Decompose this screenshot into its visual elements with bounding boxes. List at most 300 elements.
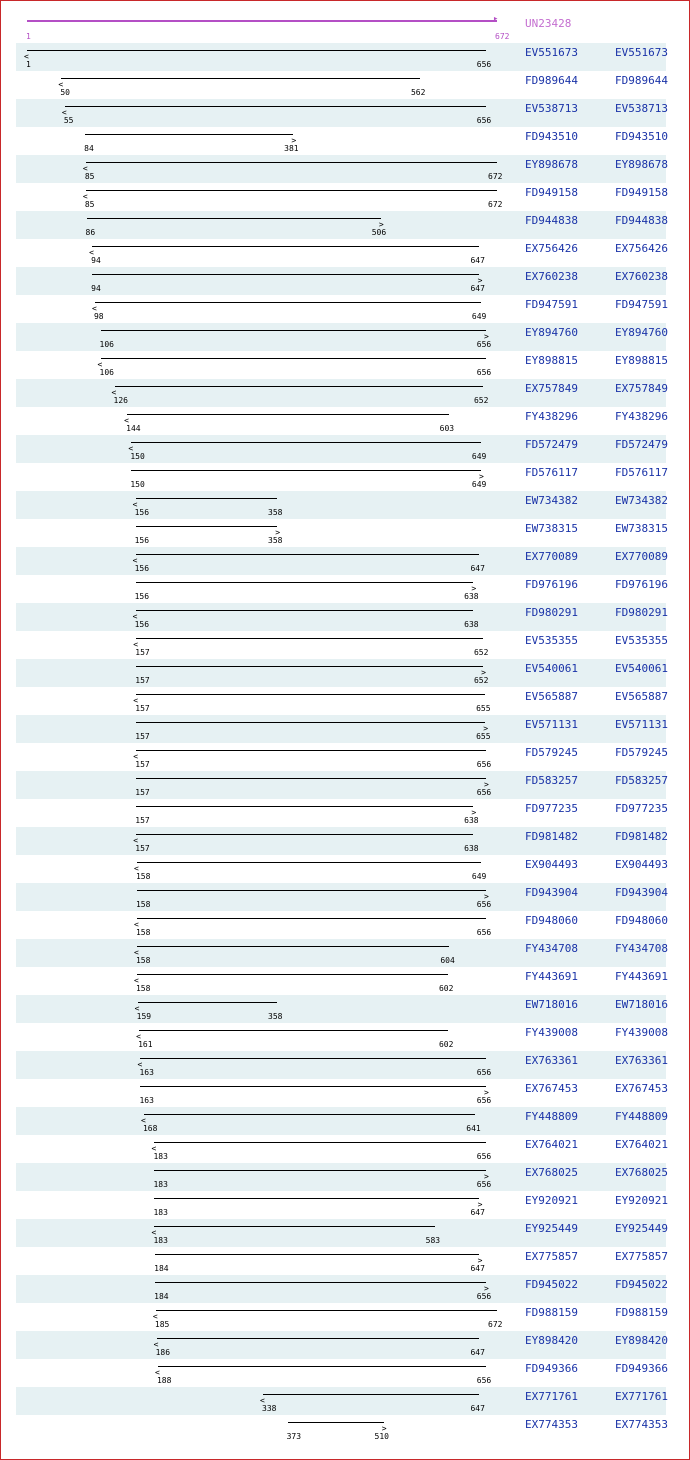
hit-accession-link[interactable]: FD943904 [615, 886, 668, 899]
hit-start-label: 157 [135, 704, 150, 713]
hit-bar [136, 582, 477, 593]
hit-row [16, 183, 666, 211]
hit-id-link[interactable]: EY898420 [525, 1334, 578, 1347]
hit-accession-link[interactable]: EX768025 [615, 1166, 668, 1179]
hit-bar [132, 554, 480, 565]
hit-bar [89, 246, 479, 257]
hit-row [16, 631, 666, 659]
hit-id-link[interactable]: EY894760 [525, 326, 578, 339]
hit-bar [133, 918, 486, 929]
hit-id-link[interactable]: EX904493 [525, 858, 578, 871]
hit-accession-link[interactable]: FD976196 [615, 578, 668, 591]
hit-id-link[interactable]: EX771761 [525, 1390, 578, 1403]
hit-id-link[interactable]: EX764021 [525, 1138, 578, 1151]
hit-accession-link[interactable]: FD977235 [615, 802, 668, 815]
hit-start-label: 157 [135, 648, 150, 657]
hit-row [16, 799, 666, 827]
hit-accession-link[interactable]: FD945022 [615, 1278, 668, 1291]
hit-row [16, 407, 666, 435]
arrow-left-icon: < [82, 192, 88, 201]
hit-bar [134, 1002, 277, 1013]
hit-accession-link[interactable]: FD947591 [615, 298, 668, 311]
hit-bar [155, 1254, 483, 1265]
arrow-left-icon: < [132, 556, 138, 565]
hit-row [16, 71, 666, 99]
hit-bar [133, 750, 486, 761]
hit-bar [133, 694, 485, 705]
hit-id-link[interactable]: FD948060 [525, 914, 578, 927]
arrow-right-icon: > [477, 1200, 483, 1209]
arrow-left-icon: < [136, 1032, 141, 1041]
hit-bar [155, 1282, 489, 1293]
hit-start-label: 186 [155, 1348, 171, 1357]
arrow-left-icon: < [151, 1144, 157, 1153]
arrow-right-icon: > [483, 724, 489, 733]
hit-row [16, 1331, 666, 1359]
query-track [1, 1, 689, 43]
arrow-right-icon: > [483, 892, 489, 901]
hit-start-label: 338 [262, 1404, 277, 1413]
hit-accession-link[interactable]: FD943510 [615, 130, 668, 143]
arrow-left-icon: < [151, 1228, 157, 1237]
hit-row [16, 519, 666, 547]
arrow-left-icon: < [260, 1396, 265, 1405]
hit-row [16, 379, 666, 407]
hit-accession-link[interactable]: EW734382 [615, 494, 668, 507]
hit-end-label: 649 [471, 452, 487, 461]
arrow-right-icon: > [483, 780, 489, 789]
hit-end-label: 603 [439, 424, 455, 433]
hit-row [16, 1079, 666, 1107]
hit-end-label: 647 [470, 1264, 485, 1273]
hit-accession-link[interactable]: EV565887 [615, 690, 668, 703]
hit-start-label: 161 [138, 1040, 153, 1049]
arrow-left-icon: < [89, 248, 94, 257]
hit-id-link[interactable]: FD988159 [525, 1306, 578, 1319]
hit-accession-link[interactable]: EV540061 [615, 662, 668, 675]
hit-id-link[interactable]: EW734382 [525, 494, 578, 507]
hit-accession-link[interactable]: FY439008 [615, 1026, 668, 1039]
hit-end-label: 649 [471, 872, 487, 881]
hit-end-label: 652 [473, 676, 489, 685]
hit-start-label: 86 [85, 228, 96, 237]
hit-row [16, 1247, 666, 1275]
hit-end-label: 562 [410, 88, 426, 97]
hit-start-label: 156 [134, 592, 150, 601]
hit-end-label: 649 [471, 312, 487, 321]
hit-end-label: 652 [473, 396, 489, 405]
arrow-right-icon: > [291, 136, 297, 145]
hit-start-label: 55 [63, 116, 74, 125]
hit-end-label: 656 [476, 1152, 492, 1161]
hit-accession-link[interactable]: EX756426 [615, 242, 668, 255]
hit-accession-link[interactable]: EX764021 [615, 1138, 668, 1151]
hit-id-link[interactable]: FY448809 [525, 1110, 578, 1123]
arrow-right-icon: > [477, 1256, 483, 1265]
hit-start-label: 183 [153, 1180, 168, 1189]
arrow-left-icon: < [133, 976, 139, 985]
hit-bar [132, 610, 474, 621]
hit-id-link[interactable]: FD981482 [525, 830, 578, 843]
hit-end-label: 656 [476, 60, 492, 69]
hit-accession-link[interactable]: EY898420 [615, 1334, 668, 1347]
hit-id-link[interactable]: EY898815 [525, 354, 578, 367]
arrow-right-icon: > [275, 528, 281, 537]
hit-id-link[interactable]: EX760238 [525, 270, 578, 283]
hit-end-label: 672 [488, 172, 503, 181]
hit-accession-link[interactable]: EV538713 [615, 102, 668, 115]
hit-end-label: 638 [464, 844, 479, 853]
query-bar [27, 20, 497, 22]
arrow-left-icon: < [153, 1340, 159, 1349]
hit-id-link[interactable]: EV565887 [525, 690, 578, 703]
hit-end-label: 604 [440, 956, 455, 965]
hit-row [16, 491, 666, 519]
hit-accession-link[interactable]: EV551673 [615, 46, 668, 59]
hit-bar [101, 330, 489, 341]
hit-accession-link[interactable]: EX771761 [615, 1390, 668, 1403]
hit-bar [136, 806, 477, 817]
hit-bar [82, 162, 497, 173]
hit-end-label: 652 [473, 648, 489, 657]
hit-accession-link[interactable]: EX775857 [615, 1250, 668, 1263]
hit-start-label: 184 [154, 1292, 169, 1301]
hit-accession-link[interactable]: FY434708 [615, 942, 668, 955]
hit-accession-link[interactable]: EV535355 [615, 634, 668, 647]
hit-bar [140, 1086, 489, 1097]
arrow-left-icon: < [128, 444, 134, 453]
hit-bar [85, 134, 297, 145]
hit-end-label: 656 [476, 116, 492, 125]
arrow-right-icon: > [483, 1172, 489, 1181]
hit-row [16, 1163, 666, 1191]
hit-row [16, 743, 666, 771]
hit-bar [132, 498, 277, 509]
arrow-left-icon: < [140, 1116, 146, 1125]
hit-accession-link[interactable]: EY894760 [615, 326, 668, 339]
hit-id-link[interactable]: FD977235 [525, 802, 578, 815]
hit-end-label: 655 [476, 732, 491, 741]
hit-end-label: 638 [464, 592, 479, 601]
hit-bar [133, 834, 473, 845]
hit-end-label: 510 [374, 1432, 389, 1441]
hit-accession-link[interactable]: EY925449 [615, 1222, 668, 1235]
hit-accession-link[interactable]: EX767453 [615, 1082, 668, 1095]
hit-end-label: 656 [476, 928, 492, 937]
hit-row [16, 1275, 666, 1303]
hit-id-link[interactable]: FY438296 [525, 410, 578, 423]
hit-end-label: 358 [268, 1012, 283, 1021]
hit-start-label: 158 [135, 956, 151, 965]
hit-start-label: 158 [135, 900, 151, 909]
hit-row [16, 267, 666, 295]
hit-accession-link[interactable]: EX770089 [615, 550, 668, 563]
arrow-left-icon: < [133, 920, 139, 929]
hit-start-label: 157 [135, 760, 150, 769]
hit-accession-link[interactable]: FD980291 [615, 606, 668, 619]
hit-accession-link[interactable]: FD949366 [615, 1362, 668, 1375]
hit-id-link[interactable]: EV535355 [525, 634, 578, 647]
hit-bar [151, 1142, 485, 1153]
hit-accession-link[interactable]: EX757849 [615, 382, 668, 395]
hit-accession-link[interactable]: EY898815 [615, 354, 668, 367]
hit-id-link[interactable]: EY898678 [525, 158, 578, 171]
arrow-left-icon: < [133, 752, 139, 761]
hit-accession-link[interactable]: FY438296 [615, 410, 668, 423]
hit-id-link[interactable]: EX767453 [525, 1082, 578, 1095]
hit-end-label: 647 [470, 564, 485, 573]
hit-id-link[interactable]: FD949366 [525, 1362, 578, 1375]
arrow-left-icon: < [133, 640, 139, 649]
hit-end-label: 656 [476, 1068, 492, 1077]
query-end-label: 672 [495, 32, 510, 41]
hit-end-label: 641 [466, 1124, 481, 1133]
hit-row [16, 827, 666, 855]
hit-start-label: 126 [113, 396, 128, 405]
hit-id-link[interactable]: EY920921 [525, 1194, 578, 1207]
hit-id-link[interactable]: FY443691 [525, 970, 578, 983]
arrow-right-icon: > [477, 276, 483, 285]
hit-id-link[interactable]: FD576117 [525, 466, 578, 479]
hit-bar [91, 302, 481, 313]
hit-id-link[interactable]: EV540061 [525, 662, 578, 675]
hit-row [16, 155, 666, 183]
hit-row [16, 1359, 666, 1387]
hit-row [16, 911, 666, 939]
hit-end-label: 638 [464, 816, 479, 825]
hit-id-link[interactable]: FD943904 [525, 886, 578, 899]
hit-start-label: 157 [135, 844, 150, 853]
hit-bar [92, 274, 483, 285]
hit-end-label: 655 [476, 704, 491, 713]
hit-end-label: 656 [476, 1180, 492, 1189]
arrow-left-icon: < [133, 696, 139, 705]
hit-accession-link[interactable]: FD988159 [615, 1306, 668, 1319]
hit-id-link[interactable]: FD947591 [525, 298, 578, 311]
hit-accession-link[interactable]: FD948060 [615, 914, 668, 927]
hit-row [16, 43, 666, 71]
hit-accession-link[interactable]: FD572479 [615, 438, 668, 451]
hit-start-label: 1 [26, 60, 31, 69]
hit-row [16, 687, 666, 715]
hit-bar [151, 1226, 434, 1237]
hit-start-label: 85 [84, 200, 95, 209]
hit-id-link[interactable]: EW718016 [525, 998, 578, 1011]
hit-id-link[interactable]: FY439008 [525, 1026, 578, 1039]
hit-id-link[interactable]: EV571131 [525, 718, 578, 731]
hit-id-link[interactable]: EX768025 [525, 1166, 578, 1179]
hit-end-label: 672 [488, 1320, 503, 1329]
hit-bar [133, 946, 449, 957]
hit-end-label: 656 [476, 1376, 492, 1385]
hit-start-label: 163 [139, 1068, 154, 1077]
hit-id-link[interactable]: EX757849 [525, 382, 578, 395]
hit-accession-link[interactable]: FY443691 [615, 970, 668, 983]
hit-bar [82, 190, 497, 201]
hit-id-link[interactable]: FD949158 [525, 186, 578, 199]
hit-end-label: 647 [470, 1348, 485, 1357]
hit-end-label: 602 [438, 984, 454, 993]
hit-bar [133, 974, 448, 985]
hit-accession-link[interactable]: EW718016 [615, 998, 668, 1011]
hit-row [16, 1219, 666, 1247]
hit-start-label: 156 [134, 536, 150, 545]
arrow-left-icon: < [152, 1312, 158, 1321]
hit-id-link[interactable]: FY434708 [525, 942, 578, 955]
hit-row [16, 99, 666, 127]
hit-row [16, 463, 666, 491]
hit-id-link[interactable]: EW738315 [525, 522, 578, 535]
hit-id-link[interactable]: FD943510 [525, 130, 578, 143]
hit-start-label: 163 [139, 1096, 154, 1105]
hit-id-link[interactable]: EX770089 [525, 550, 578, 563]
hit-id-link[interactable]: EV551673 [525, 46, 578, 59]
hit-row [16, 995, 666, 1023]
hit-id-link[interactable]: FD976196 [525, 578, 578, 591]
hit-start-label: 373 [286, 1432, 302, 1441]
hit-start-label: 188 [156, 1376, 172, 1385]
hit-row [16, 351, 666, 379]
hit-row [16, 127, 666, 155]
hit-id-link[interactable]: EY925449 [525, 1222, 578, 1235]
hit-id-link[interactable]: EX774353 [525, 1418, 578, 1431]
arrow-left-icon: < [133, 948, 139, 957]
hit-accession-link[interactable]: EV571131 [615, 718, 668, 731]
hit-bar [140, 1114, 475, 1125]
arrow-right-icon: > [481, 668, 486, 677]
hit-bar [24, 50, 486, 61]
hit-bar [154, 1198, 483, 1209]
hit-end-label: 647 [470, 1208, 485, 1217]
hit-end-label: 656 [476, 368, 492, 377]
arrow-left-icon: < [133, 864, 139, 873]
hit-end-label: 672 [488, 200, 503, 209]
query-start-label: 1 [26, 32, 31, 41]
hit-accession-link[interactable]: EX904493 [615, 858, 668, 871]
hit-accession-link[interactable]: FD989644 [615, 74, 668, 87]
hit-end-label: 656 [476, 1292, 492, 1301]
hit-start-label: 184 [154, 1264, 169, 1273]
hit-end-label: 649 [471, 480, 487, 489]
hit-id-link[interactable]: FD572479 [525, 438, 578, 451]
arrow-left-icon: < [134, 1004, 140, 1013]
hit-end-label: 358 [268, 508, 283, 517]
arrow-right-icon: > [483, 1284, 489, 1293]
hit-id-link[interactable]: EV538713 [525, 102, 578, 115]
hit-start-label: 85 [84, 172, 95, 181]
hit-bar [128, 442, 481, 453]
hit-accession-link[interactable]: FD576117 [615, 466, 668, 479]
hit-bar [136, 526, 281, 537]
hit-accession-link[interactable]: FD981482 [615, 830, 668, 843]
hit-id-link[interactable]: EX775857 [525, 1250, 578, 1263]
arrow-right-icon: > [381, 1424, 387, 1433]
hit-accession-link[interactable]: FD583257 [615, 774, 668, 787]
hit-bar [133, 862, 481, 873]
arrow-right-icon: > [483, 1088, 489, 1097]
hit-bar [136, 778, 489, 789]
hit-id-link[interactable]: EX763361 [525, 1054, 578, 1067]
hit-id-link[interactable]: EX756426 [525, 242, 578, 255]
hit-row [16, 1051, 666, 1079]
arrow-left-icon: < [133, 836, 139, 845]
hit-end-label: 647 [470, 1404, 485, 1413]
hit-start-label: 158 [135, 872, 151, 881]
hit-start-label: 168 [142, 1124, 158, 1133]
hit-bar [153, 1338, 480, 1349]
hit-id-link[interactable]: FD583257 [525, 774, 578, 787]
hit-bar [97, 358, 486, 369]
hit-row [16, 435, 666, 463]
hit-start-label: 156 [134, 508, 150, 517]
hit-accession-link[interactable]: EX774353 [615, 1418, 668, 1431]
hit-accession-link[interactable]: EY898678 [615, 158, 668, 171]
hit-start-label: 183 [153, 1152, 168, 1161]
hit-rows [16, 43, 666, 1443]
hit-accession-link[interactable]: EX763361 [615, 1054, 668, 1067]
hit-start-label: 156 [134, 564, 150, 573]
arrow-right-icon: > [471, 808, 477, 817]
hit-row [16, 715, 666, 743]
arrow-left-icon: < [58, 80, 64, 89]
arrow-right-icon: > [479, 472, 484, 481]
hit-id-link[interactable]: FD944838 [525, 214, 578, 227]
hit-accession-link[interactable]: FD944838 [615, 214, 668, 227]
hit-end-label: 647 [470, 256, 485, 265]
hit-accession-link[interactable]: FY448809 [615, 1110, 668, 1123]
hit-bar [154, 1170, 489, 1181]
hit-end-label: 647 [470, 284, 485, 293]
hit-row [16, 771, 666, 799]
hit-bar [154, 1366, 486, 1377]
arrow-left-icon: < [61, 108, 67, 117]
hit-bar [131, 470, 484, 481]
arrow-left-icon: < [97, 360, 103, 369]
hit-accession-link[interactable]: EY920921 [615, 1194, 668, 1207]
arrow-left-icon: < [132, 612, 138, 621]
hit-accession-link[interactable]: EX760238 [615, 270, 668, 283]
hit-start-label: 158 [135, 984, 151, 993]
arrow-right-icon: > [378, 220, 384, 229]
hit-row [16, 883, 666, 911]
hit-end-label: 638 [464, 620, 479, 629]
hit-bar [136, 1030, 448, 1041]
hit-start-label: 150 [130, 480, 145, 489]
hit-accession-link[interactable]: FD949158 [615, 186, 668, 199]
arrow-right-icon: > [483, 332, 489, 341]
hit-row [16, 1107, 666, 1135]
hit-row [16, 547, 666, 575]
hit-start-label: 185 [154, 1320, 170, 1329]
hit-row [16, 323, 666, 351]
hit-start-label: 106 [99, 368, 114, 377]
hit-id-link[interactable]: FD980291 [525, 606, 578, 619]
hit-start-label: 50 [60, 88, 70, 97]
hit-row [16, 1415, 666, 1443]
hit-bar [137, 890, 489, 901]
hit-bar [152, 1310, 497, 1321]
hit-accession-link[interactable]: EW738315 [615, 522, 668, 535]
hit-start-label: 150 [130, 452, 145, 461]
hit-id-link[interactable]: FD579245 [525, 746, 578, 759]
hit-end-label: 656 [476, 788, 492, 797]
arrow-left-icon: < [24, 52, 29, 61]
hit-id-link[interactable]: FD989644 [525, 74, 578, 87]
hit-accession-link[interactable]: FD579245 [615, 746, 668, 759]
hit-id-link[interactable]: FD945022 [525, 1278, 578, 1291]
arrow-left-icon: < [137, 1060, 143, 1069]
hit-row [16, 239, 666, 267]
